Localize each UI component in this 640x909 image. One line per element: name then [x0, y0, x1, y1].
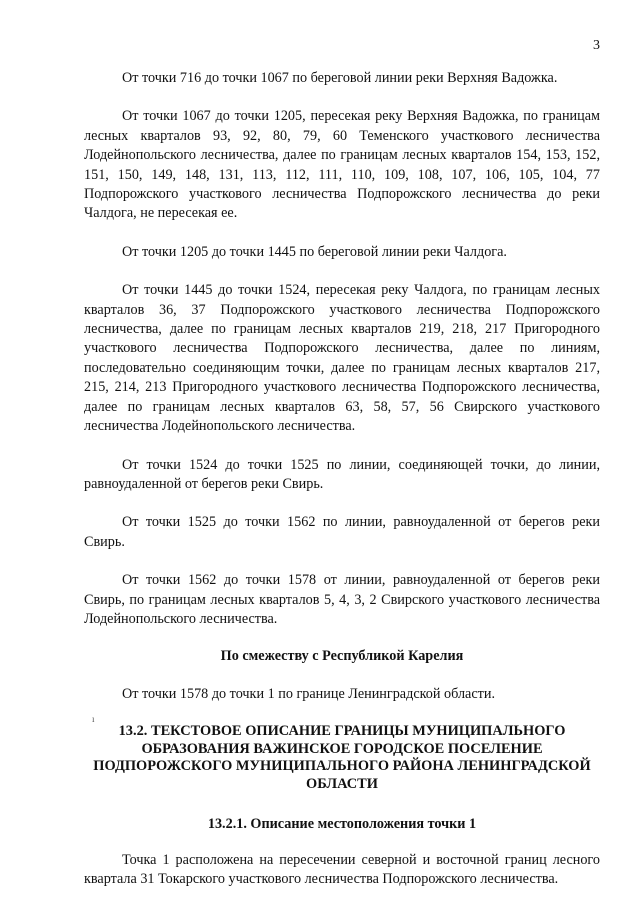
- document-body: [84, 69, 600, 909]
- subsection-heading: 13.2.1. Описание местоположения точки 1: [207, 815, 477, 832]
- section-heading: 13.2. ТЕКСТОВОЕ ОПИСАНИЕ ГРАНИЦЫ МУНИЦИПАЛЬНОГО ОБРАЗОВАНИЯ ВАЖИНСКОЕ ГОРОДСКОЕ ПОСЕЛЕНИЕ ПОДПОРОЖСКОГО МУНИЦИПАЛЬНОГО РАЙОНА ЛЕНИНГРАДСКОЙ ОБЛАСТИ: [93, 723, 591, 792]
- karelia-paragraph: От точки 1578 до точки 1 по границе Ленинградской области.: [122, 685, 495, 702]
- paragraph-4: От точки 1445 до точки 1524, пересекая реку Чалдога, по границам лесных кварталов 36, 37 Подпорожского участкового лесничества Подпорожского лесничества, далее по границам лесных кварталов 219, 218, 217 Пригородного участкового лесничества Подпорожского лесничества, далее по линиям, последовательно соединяющим точки, далее по границам лесных кварталов 217, 215, 214, 213 Пригородного участкового лесничества Подпорожского лесничества, далее по границам лесных кварталов 63, 58, 57, 56 Свирского участкового лесничества Лодейнопольского лесничества.: [84, 282, 600, 435]
- page-number: 3: [593, 38, 600, 53]
- karelia-heading: По смежеству с Республикой Карелия: [220, 648, 464, 665]
- paragraph-5: От точки 1524 до точки 1525 по линии, соединяющей точки, до линии, равноудаленной от берегов реки Свирь.: [84, 456, 600, 492]
- paragraph-2: От точки 1067 до точки 1205, пересекая реку Верхняя Вадожка, по границам лесных кварталов 93, 92, 80, 79, 60 Теменского участкового лесничества Лодейнопольского лесничества, далее по границам лесных кварталов 154, 153, 152, 151, 150, 149, 148, 131, 113, 112, 111, 110, 109, 108, 107, 106, 105, 104, 77 Подпорожского участкового лесничества Подпорожского лесничества до реки Чалдога, не пересекая ее.: [84, 108, 600, 222]
- point-1-description: Точка 1 расположена на пересечении северной и восточной границ лесного квартала 31 Токарского участкового лесничества Подпорожского лесничества.: [84, 851, 600, 888]
- paragraph-1: От точки 716 до точки 1067 по береговой линии реки Верхняя Вадожка.: [122, 70, 558, 86]
- paragraph-7: От точки 1562 до точки 1578 от линии, равноудаленной от берегов реки Свирь, по границам лесных кварталов 5, 4, 3, 2 Свирского участкового лесничества Лодейнопольского лесничества.: [84, 572, 600, 627]
- margin-mark: ı: [92, 714, 95, 724]
- paragraph-6: От точки 1525 до точки 1562 по линии, равноудаленной от берегов реки Свирь.: [84, 514, 600, 550]
- paragraph-3: От точки 1205 до точки 1445 по береговой линии реки Чалдога.: [122, 243, 507, 260]
